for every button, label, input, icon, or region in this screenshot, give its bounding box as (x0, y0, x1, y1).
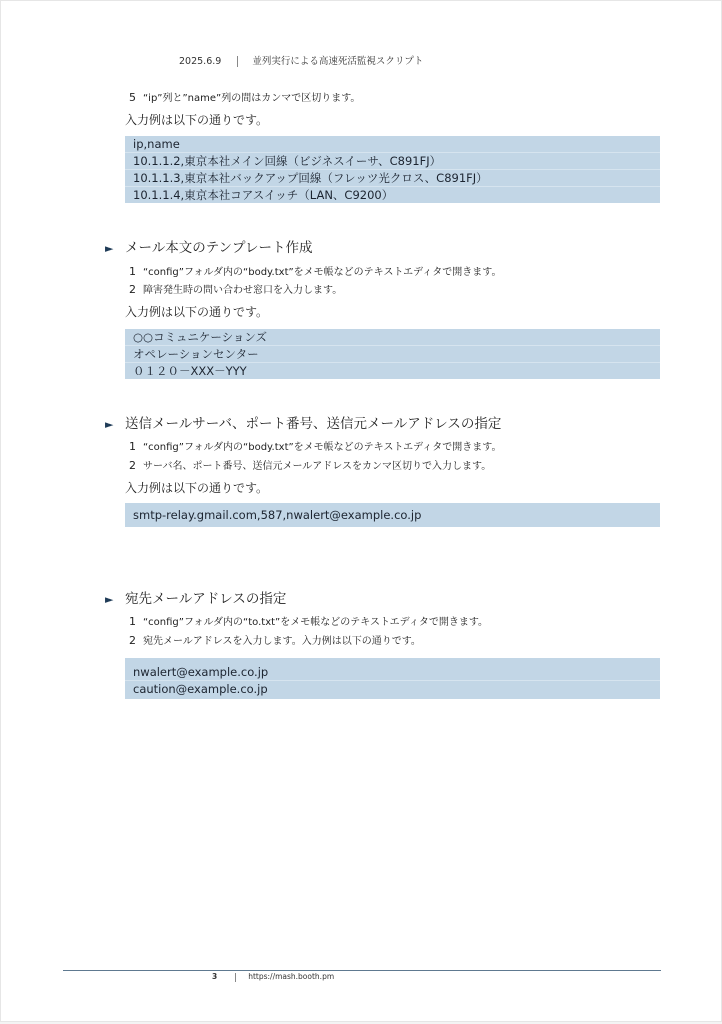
code-line: 10.1.1.2,東京本社メイン回線（ビジネスイーサ、C891FJ） (125, 152, 660, 169)
step-item (129, 263, 501, 278)
step-text: “config”フォルダ内の“body.txt”をメモ帳などのテキストエディタで開きます。 (143, 442, 502, 453)
step-number: 1 (129, 615, 136, 628)
triangle-bullet-icon: ► (105, 593, 114, 606)
triangle-bullet-icon: ► (105, 242, 114, 255)
footer-divider (63, 970, 661, 971)
code-line: caution@example.co.jp (125, 680, 660, 697)
step-text: “config”フォルダ内の“to.txt”をメモ帳などのテキストエディタで開きます。 (143, 617, 489, 628)
footer-url[interactable]: https://mash.booth.pm (248, 972, 335, 981)
code-line: オペレーションセンター (125, 345, 660, 362)
step-text: “config”フォルダ内の“body.txt”をメモ帳などのテキストエディタで開きます。 (143, 267, 502, 278)
heading-text: 送信メールサーバ、ポート番号、送信元メールアドレスの指定 (125, 416, 502, 432)
triangle-bullet-icon: ► (105, 418, 114, 431)
step-text: サーバ名、ポート番号、送信元メールアドレスをカンマ区切りで入力します。 (143, 461, 492, 472)
step-number: 1 (129, 440, 136, 453)
page-number: 3 (212, 972, 218, 981)
heading-text: メール本文のテンプレート作成 (125, 240, 313, 256)
code-line: ip,name (133, 137, 180, 151)
example-intro: 入力例は以下の通りです。 (125, 113, 269, 127)
section-heading-smtp-server (105, 412, 501, 432)
page-header (179, 53, 423, 67)
section-heading-body-template (105, 236, 313, 256)
code-line: 10.1.1.3,東京本社バックアップ回線（フレッツ光クロス、C891FJ） (125, 169, 660, 186)
header-title: 並列実行による高速死活監視スクリプト (252, 56, 424, 67)
step-item (129, 438, 501, 453)
section-heading-recipients (105, 587, 286, 607)
step-item (129, 613, 488, 628)
header-separator (237, 56, 238, 67)
step-number: 5 (129, 91, 136, 104)
example-intro: 入力例は以下の通りです。 (125, 305, 269, 319)
code-block-recipients (125, 658, 660, 699)
code-line: ○○コミュニケーションズ (133, 330, 268, 344)
step-item (129, 89, 360, 104)
step-text: “ip”列と”name”列の間はカンマで区切ります。 (143, 93, 361, 104)
step-number: 1 (129, 265, 136, 278)
code-line: nwalert@example.co.jp (133, 665, 269, 679)
heading-text: 宛先メールアドレスの指定 (125, 591, 287, 607)
code-line: smtp-relay.gmail.com,587,nwalert@example.co.jp (133, 508, 422, 522)
header-date: 2025.6.9 (179, 56, 222, 67)
step-text: 障害発生時の問い合わせ窓口を入力します。 (143, 285, 343, 296)
step-text: 宛先メールアドレスを入力します。入力例は以下の通りです。 (143, 636, 421, 647)
code-block-hosts (125, 136, 660, 203)
code-line: ０１２０－XXX－YYY (125, 362, 660, 379)
code-block-smtp (125, 503, 660, 527)
step-number: 2 (129, 634, 136, 647)
footer-separator (235, 973, 236, 982)
code-line: 10.1.1.4,東京本社コアスイッチ（LAN、C9200） (125, 186, 660, 203)
code-block-body (125, 329, 660, 379)
step-item (129, 632, 421, 647)
step-item (129, 457, 491, 472)
step-item (129, 281, 342, 296)
step-number: 2 (129, 283, 136, 296)
example-intro: 入力例は以下の通りです。 (125, 481, 269, 495)
page-footer (212, 972, 334, 982)
step-number: 2 (129, 459, 136, 472)
